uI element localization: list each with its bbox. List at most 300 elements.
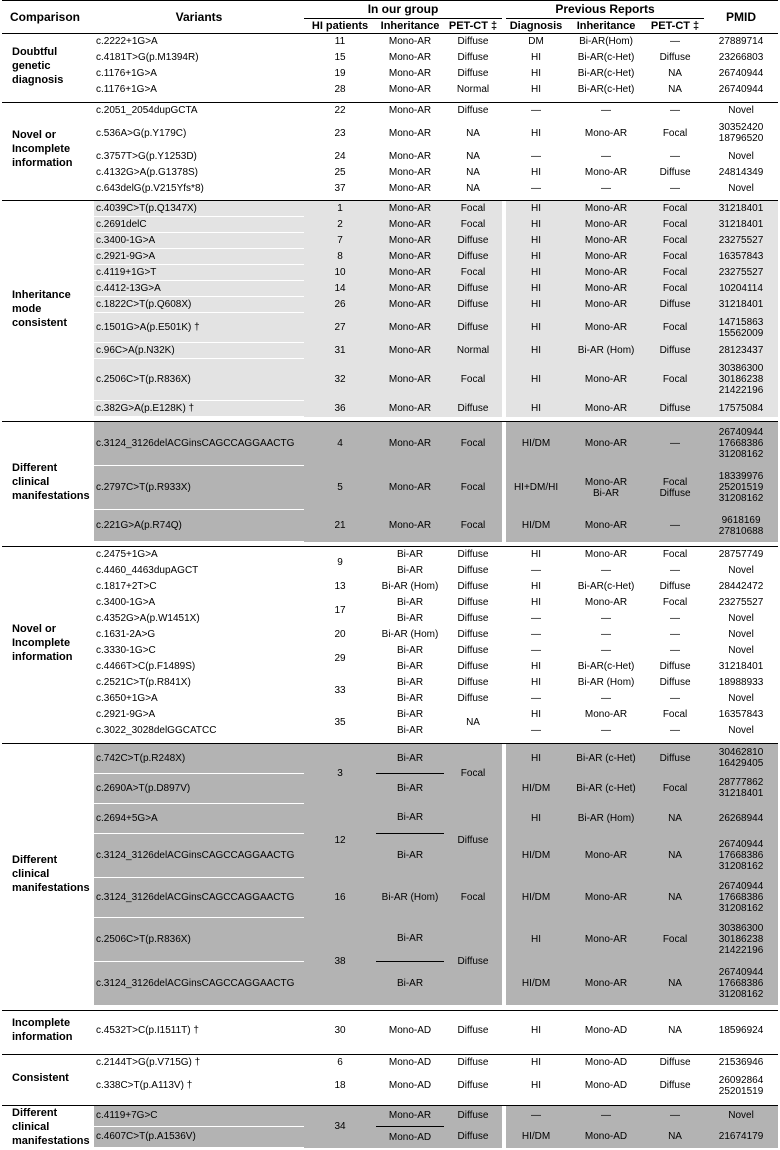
diagnosis-cell: HI: [506, 803, 566, 833]
pmid-cell: 31218401: [704, 217, 778, 233]
group-label: Novel or Incomplete information: [12, 622, 73, 663]
petct-cell: NA: [466, 166, 480, 178]
hi-patient-cell: 29: [334, 653, 346, 664]
variant-cell: c.2691delC: [94, 217, 304, 233]
prev-inheritance-cell: Mono-AR: [584, 127, 628, 139]
prev-petct-cell: —: [646, 510, 704, 542]
prev-petct-cell: NA: [668, 1024, 682, 1036]
hi-patient-cell: 26: [304, 297, 376, 313]
table-row: [2, 82, 778, 98]
table-row: [2, 118, 778, 148]
header-prev-petct: PET-CT ‡: [646, 19, 704, 34]
hi-patient-cell: 8: [304, 249, 376, 265]
hi-patient-cell: 2: [304, 217, 376, 233]
header-previous-reports: Previous Reports: [506, 1, 704, 19]
pmid-cell: 30462810 16429405: [704, 743, 778, 773]
diagnosis-cell: HI: [531, 549, 542, 561]
diagnosis-cell: —: [531, 104, 542, 116]
petct-cell: Diffuse: [457, 613, 489, 624]
variant-cell: c.4412-13G>A: [94, 281, 304, 297]
diagnosis-cell: HI: [531, 52, 542, 63]
prev-inheritance-cell: Mono-AR: [566, 510, 646, 542]
inheritance-cell: Mono-AR: [388, 68, 432, 79]
table-row: [2, 1055, 778, 1071]
prev-petct-cell: Focal: [646, 217, 704, 233]
table-row: [2, 833, 778, 877]
petct-cell: Focal: [444, 359, 502, 401]
inheritance-cell: Bi-AR (Hom): [381, 629, 439, 640]
pmid-cell: Novel: [728, 629, 754, 640]
inheritance-cell: Mono-AR: [376, 313, 444, 343]
petct-cell: Focal: [444, 510, 502, 542]
prev-inheritance-cell: Bi-AR(c-Het): [577, 84, 635, 95]
variant-cell: c.2694+5G>A: [94, 803, 304, 833]
prev-inheritance-cell: Mono-AR: [566, 961, 646, 1005]
header-our-group: In our group: [304, 1, 502, 19]
prev-petct-cell: NA: [646, 833, 704, 877]
inheritance-cell: Mono-AD: [388, 1024, 432, 1036]
inheritance-cell: Mono-AR: [376, 510, 444, 542]
prev-petct-cell: —: [670, 36, 681, 48]
variant-cell: c.2144T>G(p.V715G) †: [96, 1057, 201, 1069]
inheritance-cell: Mono-AR: [388, 84, 432, 95]
hi-patient-cell: 38: [304, 917, 376, 1005]
table-row: [2, 249, 778, 265]
diagnosis-cell: HI/DM: [506, 1126, 566, 1147]
table-row: [2, 180, 778, 196]
diagnosis-cell: —: [531, 645, 542, 656]
petct-cell: Diffuse: [444, 249, 502, 265]
prev-inheritance-cell: Mono-AR Bi-AR: [566, 466, 646, 510]
pmid-cell: Novel: [728, 182, 754, 194]
prev-inheritance-cell: Mono-AR: [566, 233, 646, 249]
prev-petct-cell: —: [670, 104, 681, 116]
table-row: [2, 595, 778, 611]
hi-patient-cell: 22: [334, 104, 346, 116]
table-row: [2, 579, 778, 595]
pmid-cell: Novel: [704, 1105, 778, 1126]
prev-inheritance-cell: —: [601, 613, 612, 624]
prev-inheritance-cell: Mono-AR: [566, 833, 646, 877]
prev-inheritance-cell: Bi-AR (Hom): [566, 343, 646, 359]
diagnosis-cell: —: [531, 182, 542, 194]
inheritance-cell: Mono-AR: [376, 359, 444, 401]
table-row: [2, 217, 778, 233]
group-label: Incomplete information: [12, 1017, 73, 1044]
prev-inheritance-cell: Bi-AR (Hom): [566, 803, 646, 833]
prev-inheritance-cell: Mono-AR: [566, 359, 646, 401]
diagnosis-cell: HI: [506, 297, 566, 313]
inheritance-cell: Mono-AR: [376, 401, 444, 417]
variant-cell: c.4466T>C(p.F1489S): [96, 661, 196, 672]
hi-patient-cell: 23: [334, 127, 346, 139]
variant-cell: c.2921-9G>A: [96, 709, 156, 720]
diagnosis-cell: HI: [506, 233, 566, 249]
prev-inheritance-cell: —: [566, 1105, 646, 1126]
table-row: [2, 466, 778, 510]
table-row: [2, 164, 778, 180]
pmid-cell: 23275527: [704, 265, 778, 281]
pmid-cell: 26740944 17668386 31208162: [704, 833, 778, 877]
pmid-cell: Novel: [728, 565, 754, 576]
table-row: [2, 34, 778, 50]
diagnosis-cell: HI/DM: [506, 877, 566, 917]
diagnosis-cell: HI: [531, 661, 542, 672]
prev-petct-cell: Focal: [646, 917, 704, 961]
pmid-cell: 26740944 17668386 31208162: [704, 877, 778, 917]
hi-patient-cell: 18: [334, 1080, 346, 1091]
prev-inheritance-cell: Bi-AR(c-Het): [577, 68, 635, 79]
hi-patient-cell: 11: [334, 36, 346, 48]
header-comparison: Comparison: [2, 1, 94, 34]
petct-cell: Focal: [444, 265, 502, 281]
diagnosis-cell: HI: [506, 249, 566, 265]
inheritance-cell: Bi-AR: [376, 961, 444, 1005]
inheritance-cell: Bi-AR: [376, 833, 444, 877]
petct-cell: Diffuse: [444, 803, 502, 877]
petct-cell: Diffuse: [444, 1105, 502, 1126]
variant-cell: c.2506C>T(p.R836X): [94, 359, 304, 401]
petct-cell: Diffuse: [444, 401, 502, 417]
variant-cell: c.2222+1G>A: [96, 36, 158, 48]
variant-cell: c.1501G>A(p.E501K) †: [94, 313, 304, 343]
hi-patient-cell: 4: [304, 422, 376, 466]
inheritance-cell: Bi-AR: [396, 613, 424, 624]
petct-cell: Focal: [444, 466, 502, 510]
prev-petct-cell: —: [670, 725, 681, 736]
petct-cell: Diffuse: [457, 52, 489, 63]
prev-petct-cell: Diffuse: [659, 677, 691, 688]
diagnosis-cell: HI: [506, 281, 566, 297]
hi-patient-cell: 35: [334, 717, 346, 728]
inheritance-cell: Bi-AR (Hom): [376, 877, 444, 917]
hi-patient-cell: 32: [304, 359, 376, 401]
inheritance-cell: Mono-AR: [376, 217, 444, 233]
petct-cell: Focal: [444, 422, 502, 466]
petct-cell: NA: [466, 127, 480, 139]
pmid-cell: Novel: [728, 645, 754, 656]
prev-petct-cell: Focal: [662, 709, 688, 720]
pmid-cell: 28777862 31218401: [704, 773, 778, 803]
hi-patient-cell: 20: [334, 629, 346, 640]
pmid-cell: 28757749: [718, 549, 764, 561]
table-row: [2, 917, 778, 961]
prev-petct-cell: —: [646, 422, 704, 466]
table-row: [2, 773, 778, 803]
header-petct: PET-CT ‡: [444, 19, 502, 34]
pmid-cell: Novel: [728, 104, 754, 116]
prev-inheritance-cell: —: [601, 645, 612, 656]
prev-petct-cell: Diffuse: [659, 52, 691, 63]
petct-cell: Diffuse: [457, 677, 489, 688]
diagnosis-cell: HI: [506, 217, 566, 233]
prev-inheritance-cell: Mono-AR: [566, 917, 646, 961]
prev-inheritance-cell: Mono-AR: [566, 313, 646, 343]
hi-patient-cell: 7: [304, 233, 376, 249]
variant-cell: c.2797C>T(p.R933X): [94, 466, 304, 510]
prev-petct-cell: Focal: [646, 281, 704, 297]
diagnosis-cell: HI: [531, 709, 542, 720]
prev-petct-cell: NA: [668, 84, 682, 95]
hi-patient-cell: 9: [337, 557, 343, 569]
table-row: [2, 422, 778, 466]
hi-patient-cell: 27: [304, 313, 376, 343]
diagnosis-cell: HI: [506, 917, 566, 961]
table-row: [2, 281, 778, 297]
prev-petct-cell: NA: [646, 803, 704, 833]
hi-patient-cell: 16: [304, 877, 376, 917]
variant-cell: c.2921-9G>A: [94, 249, 304, 265]
prev-petct-cell: —: [670, 613, 681, 624]
inheritance-cell: Bi-AR: [376, 773, 444, 803]
hi-patient-cell: 33: [334, 685, 346, 696]
prev-inheritance-cell: —: [601, 693, 612, 704]
pmid-cell: 28442472: [718, 581, 764, 592]
inheritance-cell: Mono-AR: [388, 182, 432, 194]
hi-patient-cell: 21: [304, 510, 376, 542]
table-row: [2, 313, 778, 343]
diagnosis-cell: HI: [531, 677, 542, 688]
table-row: [2, 265, 778, 281]
hi-patient-cell: 36: [304, 401, 376, 417]
pmid-cell: 18988933: [718, 677, 764, 688]
pmid-cell: Novel: [728, 150, 754, 162]
prev-petct-cell: —: [670, 629, 681, 640]
diagnosis-cell: —: [531, 565, 542, 576]
variant-cell: c.4607C>T(p.A1536V): [94, 1126, 304, 1147]
prev-inheritance-cell: Bi-AR (Hom): [577, 677, 635, 688]
diagnosis-cell: —: [531, 725, 542, 736]
pmid-cell: 23275527: [704, 233, 778, 249]
variant-cell: c.3124_3126delACGinsCAGCCAGGAACTG: [94, 961, 304, 1005]
variant-cell: c.3400-1G>A: [94, 233, 304, 249]
inheritance-cell: Mono-AR: [376, 201, 444, 217]
petct-cell: NA: [466, 150, 480, 162]
variant-cell: c.3330-1G>C: [96, 645, 156, 656]
variant-cell: c.1176+1G>A: [96, 84, 157, 95]
petct-cell: Diffuse: [457, 1024, 489, 1036]
prev-inheritance-cell: Mono-AD: [584, 1024, 628, 1036]
table-row: [2, 547, 778, 563]
diagnosis-cell: HI: [531, 127, 542, 139]
diagnosis-cell: HI: [506, 343, 566, 359]
diagnosis-cell: —: [506, 1105, 566, 1126]
table-row: [2, 401, 778, 417]
pmid-cell: 30386300 30186238 21422196: [704, 917, 778, 961]
prev-inheritance-cell: Mono-AR: [566, 297, 646, 313]
petct-cell: Normal: [444, 343, 502, 359]
prev-inheritance-cell: —: [601, 725, 612, 736]
diagnosis-cell: HI: [506, 313, 566, 343]
hi-patient-cell: 6: [337, 1057, 343, 1069]
prev-petct-cell: —: [646, 1105, 704, 1126]
inheritance-cell: Mono-AR: [388, 36, 432, 48]
header-diagnosis: Diagnosis: [506, 19, 566, 34]
pmid-cell: 23275527: [718, 597, 764, 608]
pmid-cell: Novel: [728, 613, 754, 624]
prev-petct-cell: Diffuse: [646, 743, 704, 773]
hi-patient-cell: 31: [304, 343, 376, 359]
inheritance-cell: Mono-AR: [376, 249, 444, 265]
inheritance-cell: Bi-AR: [396, 565, 424, 576]
table-row: [2, 1010, 778, 1050]
prev-petct-cell: —: [670, 645, 681, 656]
table-row: [2, 201, 778, 217]
diagnosis-cell: HI: [506, 201, 566, 217]
prev-inheritance-cell: —: [601, 629, 612, 640]
pmid-cell: 27889714: [718, 36, 764, 48]
petct-cell: Diffuse: [457, 597, 489, 608]
diagnosis-cell: HI: [531, 68, 542, 79]
hi-patient-cell: 24: [334, 150, 346, 162]
table-row: [2, 723, 778, 739]
inheritance-cell: Bi-AR: [376, 743, 444, 773]
petct-cell: Diffuse: [444, 281, 502, 297]
variant-cell: c.3124_3126delACGinsCAGCCAGGAACTG: [94, 833, 304, 877]
petct-cell: Diffuse: [444, 1126, 502, 1147]
petct-cell: Diffuse: [457, 645, 489, 656]
petct-cell: Diffuse: [457, 549, 489, 561]
table-row: [2, 643, 778, 659]
inheritance-cell: Mono-AR: [376, 343, 444, 359]
table-row: [2, 359, 778, 401]
table-row: [2, 1105, 778, 1126]
prev-petct-cell: Focal: [646, 773, 704, 803]
prev-petct-cell: —: [670, 150, 681, 162]
variant-cell: c.2521C>T(p.R841X): [96, 677, 191, 688]
prev-inheritance-cell: Bi-AR (c-Het): [566, 773, 646, 803]
pmid-cell: 18596924: [718, 1024, 764, 1036]
diagnosis-cell: HI/DM: [506, 961, 566, 1005]
header-inheritance: Inheritance: [376, 19, 444, 34]
diagnosis-cell: —: [531, 693, 542, 704]
hi-patient-cell: 5: [304, 466, 376, 510]
header-prev-inheritance: Inheritance: [566, 19, 646, 34]
table-row: [2, 627, 778, 643]
diagnosis-cell: HI: [506, 743, 566, 773]
table-row: [2, 102, 778, 118]
table-row: [2, 877, 778, 917]
pmid-cell: Novel: [728, 693, 754, 704]
inheritance-cell: Bi-AR: [396, 597, 424, 608]
pmid-cell: 26740944: [718, 84, 764, 95]
table-row: [2, 1071, 778, 1101]
table-row: [2, 510, 778, 542]
prev-petct-cell: Diffuse: [646, 297, 704, 313]
prev-petct-cell: NA: [646, 1126, 704, 1147]
table-row: [2, 659, 778, 675]
variant-cell: c.3022_3028delGGCATCC: [96, 725, 217, 736]
inheritance-cell: Bi-AR: [396, 549, 424, 561]
prev-petct-cell: Focal: [646, 313, 704, 343]
petct-cell: Focal: [444, 217, 502, 233]
diagnosis-cell: HI+DM/HI: [506, 466, 566, 510]
pmid-cell: 16357843: [704, 249, 778, 265]
hi-patient-cell: 28: [334, 84, 346, 95]
prev-petct-cell: Focal: [662, 127, 688, 139]
table-row: [2, 611, 778, 627]
diagnosis-cell: HI/DM: [506, 833, 566, 877]
pmid-cell: 26268944: [704, 803, 778, 833]
petct-cell: Diffuse: [457, 68, 489, 79]
hi-patient-cell: 15: [334, 52, 346, 63]
table-row: [2, 233, 778, 249]
diagnosis-cell: —: [531, 629, 542, 640]
prev-inheritance-cell: Mono-AR: [566, 401, 646, 417]
prev-petct-cell: Focal: [662, 597, 688, 608]
prev-inheritance-cell: Bi-AR (c-Het): [566, 743, 646, 773]
prev-petct-cell: Diffuse: [646, 343, 704, 359]
inheritance-cell: Mono-AR: [376, 1105, 444, 1126]
variant-cell: c.3757T>G(p.Y1253D): [96, 150, 197, 162]
hi-patient-cell: 13: [334, 581, 346, 592]
petct-cell: Diffuse: [457, 1080, 489, 1091]
prev-inheritance-cell: Mono-AR: [584, 709, 628, 720]
prev-petct-cell: Focal: [646, 233, 704, 249]
prev-inheritance-cell: Mono-AD: [584, 1057, 628, 1069]
prev-inheritance-cell: Mono-AR: [566, 422, 646, 466]
prev-petct-cell: Focal: [646, 359, 704, 401]
petct-cell: Diffuse: [444, 313, 502, 343]
prev-inheritance-cell: Mono-AR: [566, 249, 646, 265]
group-label: Consistent: [12, 1071, 69, 1084]
table-row: [2, 1126, 778, 1147]
hi-patient-cell: 30: [334, 1024, 346, 1036]
prev-petct-cell: Diffuse: [659, 661, 691, 672]
prev-petct-cell: —: [670, 565, 681, 576]
group-label: Inheritance mode consistent: [12, 288, 71, 329]
variant-cell: c.4119+1G>T: [94, 265, 304, 281]
diagnosis-cell: HI: [531, 1024, 542, 1036]
prev-inheritance-cell: Mono-AR: [584, 166, 628, 178]
petct-cell: Focal: [444, 201, 502, 217]
prev-petct-cell: —: [670, 693, 681, 704]
prev-inheritance-cell: —: [601, 182, 612, 194]
group-label: Novel or Incomplete information: [12, 129, 73, 170]
group-label: Different clinical manifestations: [12, 854, 90, 895]
diagnosis-cell: HI: [506, 359, 566, 401]
petct-cell: Diffuse: [444, 917, 502, 1005]
diagnosis-cell: HI: [506, 401, 566, 417]
petct-cell: Focal: [444, 743, 502, 803]
prev-inheritance-cell: Mono-AR: [566, 265, 646, 281]
variant-cell: c.221G>A(p.R74Q): [94, 510, 304, 542]
inheritance-cell: Mono-AR: [388, 166, 432, 178]
petct-cell: Normal: [456, 84, 490, 95]
header-variants: Variants: [94, 1, 304, 34]
pmid-cell: 14715863 15562009: [704, 313, 778, 343]
variant-cell: c.4039C>T(p.Q1347X): [94, 201, 304, 217]
pmid-cell: 30352420 18796520: [718, 122, 764, 144]
pmid-cell: 18339976 25201519 31208162: [704, 466, 778, 510]
diagnosis-cell: HI: [531, 84, 542, 95]
variant-cell: c.4460_4463dupAGCT: [96, 565, 199, 576]
group-label: Different clinical manifestations: [12, 461, 90, 502]
petct-cell: Diffuse: [457, 36, 489, 48]
hi-patient-cell: 17: [334, 605, 346, 616]
inheritance-cell: Mono-AD: [376, 1126, 444, 1147]
prev-inheritance-cell: Bi-AR(c-Het): [577, 52, 635, 63]
pmid-cell: 31218401: [718, 661, 764, 672]
variant-cell: c.3650+1G>A: [96, 693, 158, 704]
prev-petct-cell: NA: [646, 961, 704, 1005]
inheritance-cell: Mono-AR: [388, 52, 432, 63]
inheritance-cell: Mono-AR: [376, 422, 444, 466]
petct-cell: Diffuse: [444, 233, 502, 249]
diagnosis-cell: HI/DM: [506, 422, 566, 466]
inheritance-cell: Bi-AR (Hom): [381, 581, 439, 592]
diagnosis-cell: HI: [531, 1080, 542, 1091]
